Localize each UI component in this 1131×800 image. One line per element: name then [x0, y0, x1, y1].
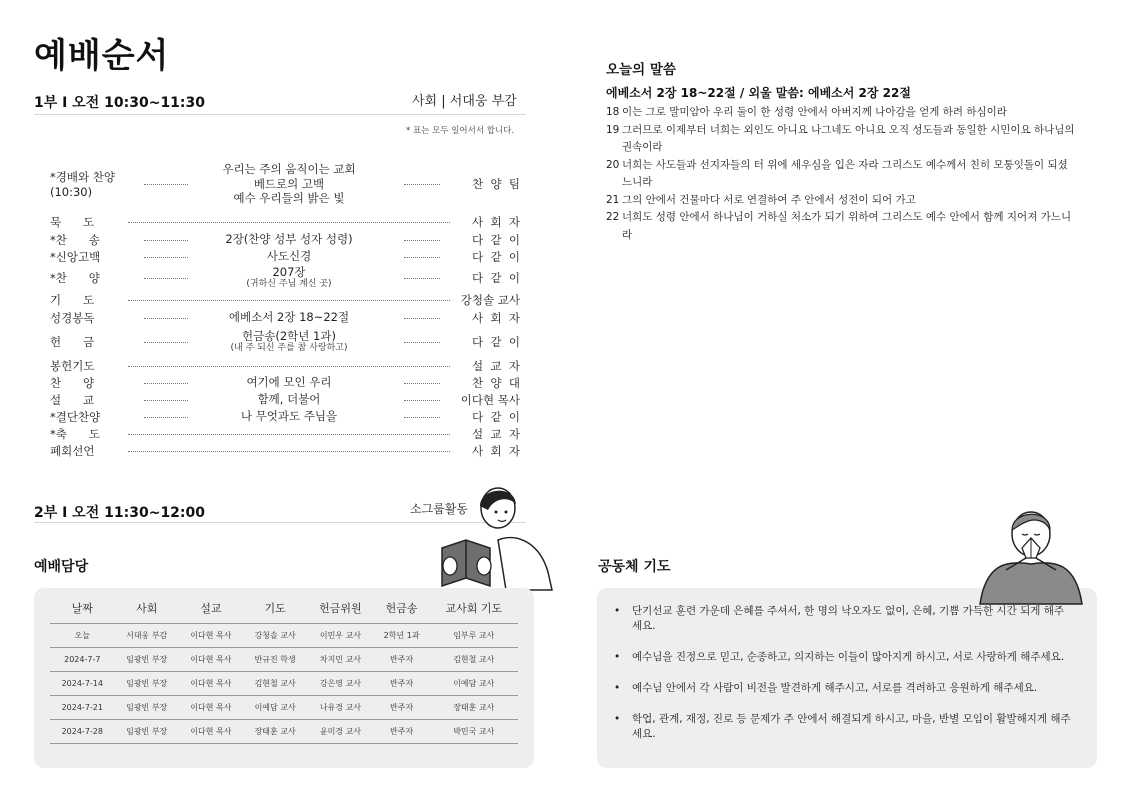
leader-dots [144, 278, 188, 279]
verse-text: 이는 그로 말미암아 우리 둘이 한 성령 안에서 아버지께 나아감을 얻게 하려 하심이라 [622, 106, 1007, 118]
duty-cell: 이다현 목사 [179, 648, 243, 672]
leader-dots [144, 318, 188, 319]
list-item: • 예수님을 진정으로 믿고, 순종하고, 의지하는 이들이 많아지게 하시고, 서로 사랑하게 해주세요. [614, 650, 1074, 665]
leader-dots [144, 184, 188, 185]
order-content-area [128, 375, 450, 389]
duty-column-header: 헌금송 [385, 602, 418, 615]
standing-note: * 표는 모두 일어서서 합니다. [406, 126, 515, 136]
order-label: 기 도 [50, 292, 95, 307]
order-row [50, 231, 520, 248]
duty-cell: 강은영 교사 [307, 672, 373, 696]
verse-number: 19 [606, 123, 620, 136]
leader-dots [144, 240, 188, 241]
order-label: *결단찬양 [50, 409, 101, 424]
order-content-line: 207장 [272, 264, 306, 279]
part1-host: 사회 | 서대웅 부감 [412, 94, 517, 109]
leader-dots [404, 342, 440, 343]
duty-cell: 이다현 목사 [179, 672, 243, 696]
duty-column-header: 사회 [136, 602, 158, 615]
verse-item [606, 122, 1076, 157]
order-content-area [128, 329, 450, 355]
duty-cell: 이민우 교사 [307, 624, 373, 648]
order-leader: 다 같 이 [472, 249, 520, 264]
duty-cell: 2024-7-14 [50, 672, 115, 696]
prayer-list [614, 604, 1074, 758]
duty-column-header: 교사회 기도 [445, 602, 503, 615]
order-content [263, 249, 315, 263]
order-row [50, 425, 520, 442]
duty-column-header: 기도 [264, 602, 286, 615]
duty-cell: 임광빈 부장 [115, 696, 179, 720]
order-content-area [128, 265, 450, 291]
order-leader: 설 교 자 [472, 426, 520, 441]
duty-cell: 임광빈 부장 [115, 672, 179, 696]
part2-activity: 소그룹활동 [410, 502, 468, 516]
duty-cell: 임부루 교사 [430, 624, 518, 648]
verse-item [606, 104, 1076, 122]
order-row [50, 248, 520, 265]
leader-dots [128, 434, 450, 435]
order-content-line: 예수 우리들의 밝은 빛 [233, 191, 345, 206]
order-leader: 다 같 이 [472, 409, 520, 424]
worship-order-list [50, 156, 520, 459]
order-leader: 사 회 자 [472, 214, 520, 229]
leader-dots [144, 417, 188, 418]
verse-number: 21 [606, 193, 620, 206]
duty-cell: 김현철 교사 [243, 672, 307, 696]
order-label: *경배와 찬양 (10:30) [50, 170, 115, 199]
duty-cell: 강청솔 교사 [243, 624, 307, 648]
duty-panel [34, 588, 534, 768]
duty-cell: 나유경 교사 [307, 696, 373, 720]
prayer-heading: 공동체 기도 [598, 559, 671, 575]
order-label: 폐회선언 [50, 443, 95, 458]
leader-dots [404, 400, 440, 401]
order-content-line: 사도신경 [266, 249, 312, 264]
leader-dots [128, 451, 450, 452]
duty-cell: 반주자 [374, 720, 430, 744]
leader-dots [404, 383, 440, 384]
leader-dots [404, 318, 440, 319]
leader-dots [144, 257, 188, 258]
leader-dots [404, 257, 440, 258]
leader-dots [404, 417, 440, 418]
duty-table [50, 594, 518, 744]
person-reading-book-icon [436, 482, 556, 594]
order-content-area [128, 249, 450, 263]
order-leader: 설 교 자 [472, 358, 520, 373]
order-leader: 다 같 이 [472, 270, 520, 285]
duty-cell: 2024-7-28 [50, 720, 115, 744]
leader-dots [404, 184, 440, 185]
order-leader: 이다현 목사 [460, 392, 520, 407]
list-item: • 예수님 안에서 각 사람이 비전을 발견하게 해주시고, 서로를 격려하고 응원하게 해주세요. [614, 681, 1074, 696]
order-leader: 사 회 자 [472, 310, 520, 325]
order-content-sub: (귀하신 주님 계신 곳) [246, 279, 332, 290]
verse-list [606, 104, 1076, 244]
order-leader: 다 같 이 [472, 334, 520, 349]
order-time: (10:30) [50, 185, 93, 199]
order-content-line: 에베소서 2장 18~22절 [228, 310, 350, 325]
leader-dots [404, 240, 440, 241]
order-content [227, 329, 352, 355]
order-content [242, 375, 335, 389]
duty-cell: 반주자 [374, 672, 430, 696]
duty-cell: 2024-7-7 [50, 648, 115, 672]
duty-cell: 반주자 [374, 696, 430, 720]
order-content-line: 함께, 더불어 [257, 392, 321, 407]
order-label: *찬 송 [50, 232, 100, 247]
duty-cell: 반주자 [374, 648, 430, 672]
verse-number: 18 [606, 106, 620, 118]
order-row [50, 357, 520, 374]
order-label: 찬 양 [50, 375, 95, 390]
list-item: • 단기선교 훈련 가운데 은혜를 주셔서, 한 명의 낙오자도 없이, 은혜, 기쁨 가득한 시간 되게 해주세요. [614, 604, 1074, 634]
order-row [50, 265, 520, 290]
verse-text: 너희는 사도들과 선지자들의 터 위에 세우심을 입은 자라 그리스도 예수께서 친히 모퉁잇돌이 되셨느니라 [622, 158, 1068, 188]
order-label: 묵 도 [50, 214, 95, 229]
order-leader: 다 같 이 [472, 232, 520, 247]
duty-cell: 임광빈 부장 [115, 720, 179, 744]
table-row [50, 696, 518, 720]
leader-dots [144, 342, 188, 343]
order-row [50, 290, 520, 309]
order-content-line: 헌금송(2학년 1과) [242, 328, 336, 343]
duty-heading: 예배담당 [34, 559, 89, 575]
praying-person-icon [976, 504, 1086, 608]
leader-dots [404, 278, 440, 279]
order-content-area [128, 392, 450, 406]
duty-cell: 이다현 목사 [179, 720, 243, 744]
order-content [237, 409, 341, 423]
word-heading: 오늘의 말씀 [606, 62, 676, 78]
order-leader: 강청솔 교사 [460, 292, 520, 307]
verse-item [606, 157, 1076, 192]
verse-text: 그러므로 이제부터 너희는 외인도 아니요 나그네도 아니요 오직 성도들과 동일한 시민이요 하나님의 권속이라 [622, 123, 1075, 153]
order-label: 봉헌기도 [50, 358, 95, 373]
table-row [50, 720, 518, 744]
leader-dots [128, 300, 450, 301]
order-content-area [128, 162, 450, 205]
duty-column-header: 설교 [200, 602, 222, 615]
order-content-area [128, 310, 450, 324]
order-label: *신앙고백 [50, 249, 101, 264]
order-content-area [128, 409, 450, 423]
leader-dots [128, 222, 450, 223]
duty-cell: 장태훈 교사 [243, 720, 307, 744]
order-leader: 사 회 자 [472, 443, 520, 458]
duty-cell: 차지민 교사 [307, 648, 373, 672]
duty-cell: 임광빈 부장 [115, 648, 179, 672]
duty-cell: 이예담 교사 [243, 696, 307, 720]
scripture-reference: 에베소서 2장 18~22절 / 외울 말씀: 에베소서 2장 22절 [606, 86, 911, 100]
duty-cell: 김현철 교사 [430, 648, 518, 672]
verse-number: 20 [606, 158, 620, 171]
duty-column-header: 헌금위원 [319, 602, 362, 615]
duty-cell: 이다현 목사 [179, 624, 243, 648]
order-content-sub: (내 주 되신 주를 참 사랑하고) [230, 343, 348, 354]
duty-cell: 반규진 학생 [243, 648, 307, 672]
order-row [50, 212, 520, 231]
order-label: *찬 양 [50, 270, 100, 285]
leader-dots [144, 400, 188, 401]
duty-cell: 2학년 1과 [374, 624, 430, 648]
verse-text: 그의 안에서 건물마다 서로 연결하여 주 안에서 성전이 되어 가고 [622, 193, 916, 206]
order-row [50, 309, 520, 326]
verse-item [606, 209, 1076, 244]
verse-text: 너희도 성령 안에서 하나님이 거하실 처소가 되기 위하여 그리스도 예수 안에서 함께 지어져 가느니라 [622, 211, 1072, 241]
order-content-line: 우리는 주의 움직이는 교회 [222, 162, 356, 177]
order-content-area [128, 232, 450, 246]
verse-number: 22 [606, 211, 620, 223]
duty-cell: 윤미경 교사 [307, 720, 373, 744]
order-content [225, 310, 353, 324]
table-row [50, 648, 518, 672]
order-row [50, 326, 520, 357]
order-row [50, 156, 520, 212]
order-leader: 찬 양 대 [472, 375, 520, 390]
order-content [221, 232, 356, 246]
leader-dots [144, 383, 188, 384]
order-content-line: 2장(찬양 성부 성자 성령) [225, 232, 353, 247]
part2-heading: 2부 I 오전 11:30~12:00 [34, 505, 206, 521]
table-row [50, 672, 518, 696]
order-content [254, 392, 325, 406]
duty-cell: 이다현 목사 [179, 696, 243, 720]
duty-cell: 2024-7-21 [50, 696, 115, 720]
part1-heading: 1부 I 오전 10:30~11:30 [34, 95, 206, 111]
order-label: 설 교 [50, 392, 95, 407]
order-row [50, 408, 520, 425]
verse-item [606, 192, 1076, 210]
duty-cell: 박민국 교사 [430, 720, 518, 744]
order-leader: 찬 양 팀 [472, 177, 520, 191]
list-item: • 학업, 관계, 재정, 진로 등 문제가 주 안에서 해결되게 하시고, 마을, 반별 모임이 활발해지게 해주세요. [614, 712, 1074, 742]
order-content-line: 나 무엇과도 주님을 [240, 409, 338, 424]
duty-cell: 이예담 교사 [430, 672, 518, 696]
order-row [50, 374, 520, 391]
order-content [242, 265, 335, 291]
order-row [50, 391, 520, 408]
table-row [50, 624, 518, 648]
order-label: 성경봉독 [50, 310, 95, 325]
order-label: 헌 금 [50, 334, 95, 349]
order-content [218, 162, 359, 205]
page-title: 예배순서 [34, 36, 170, 76]
duty-column-header: 날짜 [71, 602, 93, 615]
duty-cell: 오늘 [50, 624, 115, 648]
part1-divider [34, 114, 526, 115]
duty-cell: 장태훈 교사 [430, 696, 518, 720]
duty-cell: 서대웅 부감 [115, 624, 179, 648]
leader-dots [128, 366, 450, 367]
order-row [50, 442, 520, 459]
order-label: *축 도 [50, 426, 100, 441]
order-content-line: 여기에 모인 우리 [246, 375, 332, 390]
order-content-line: 베드로의 고백 [253, 176, 325, 191]
